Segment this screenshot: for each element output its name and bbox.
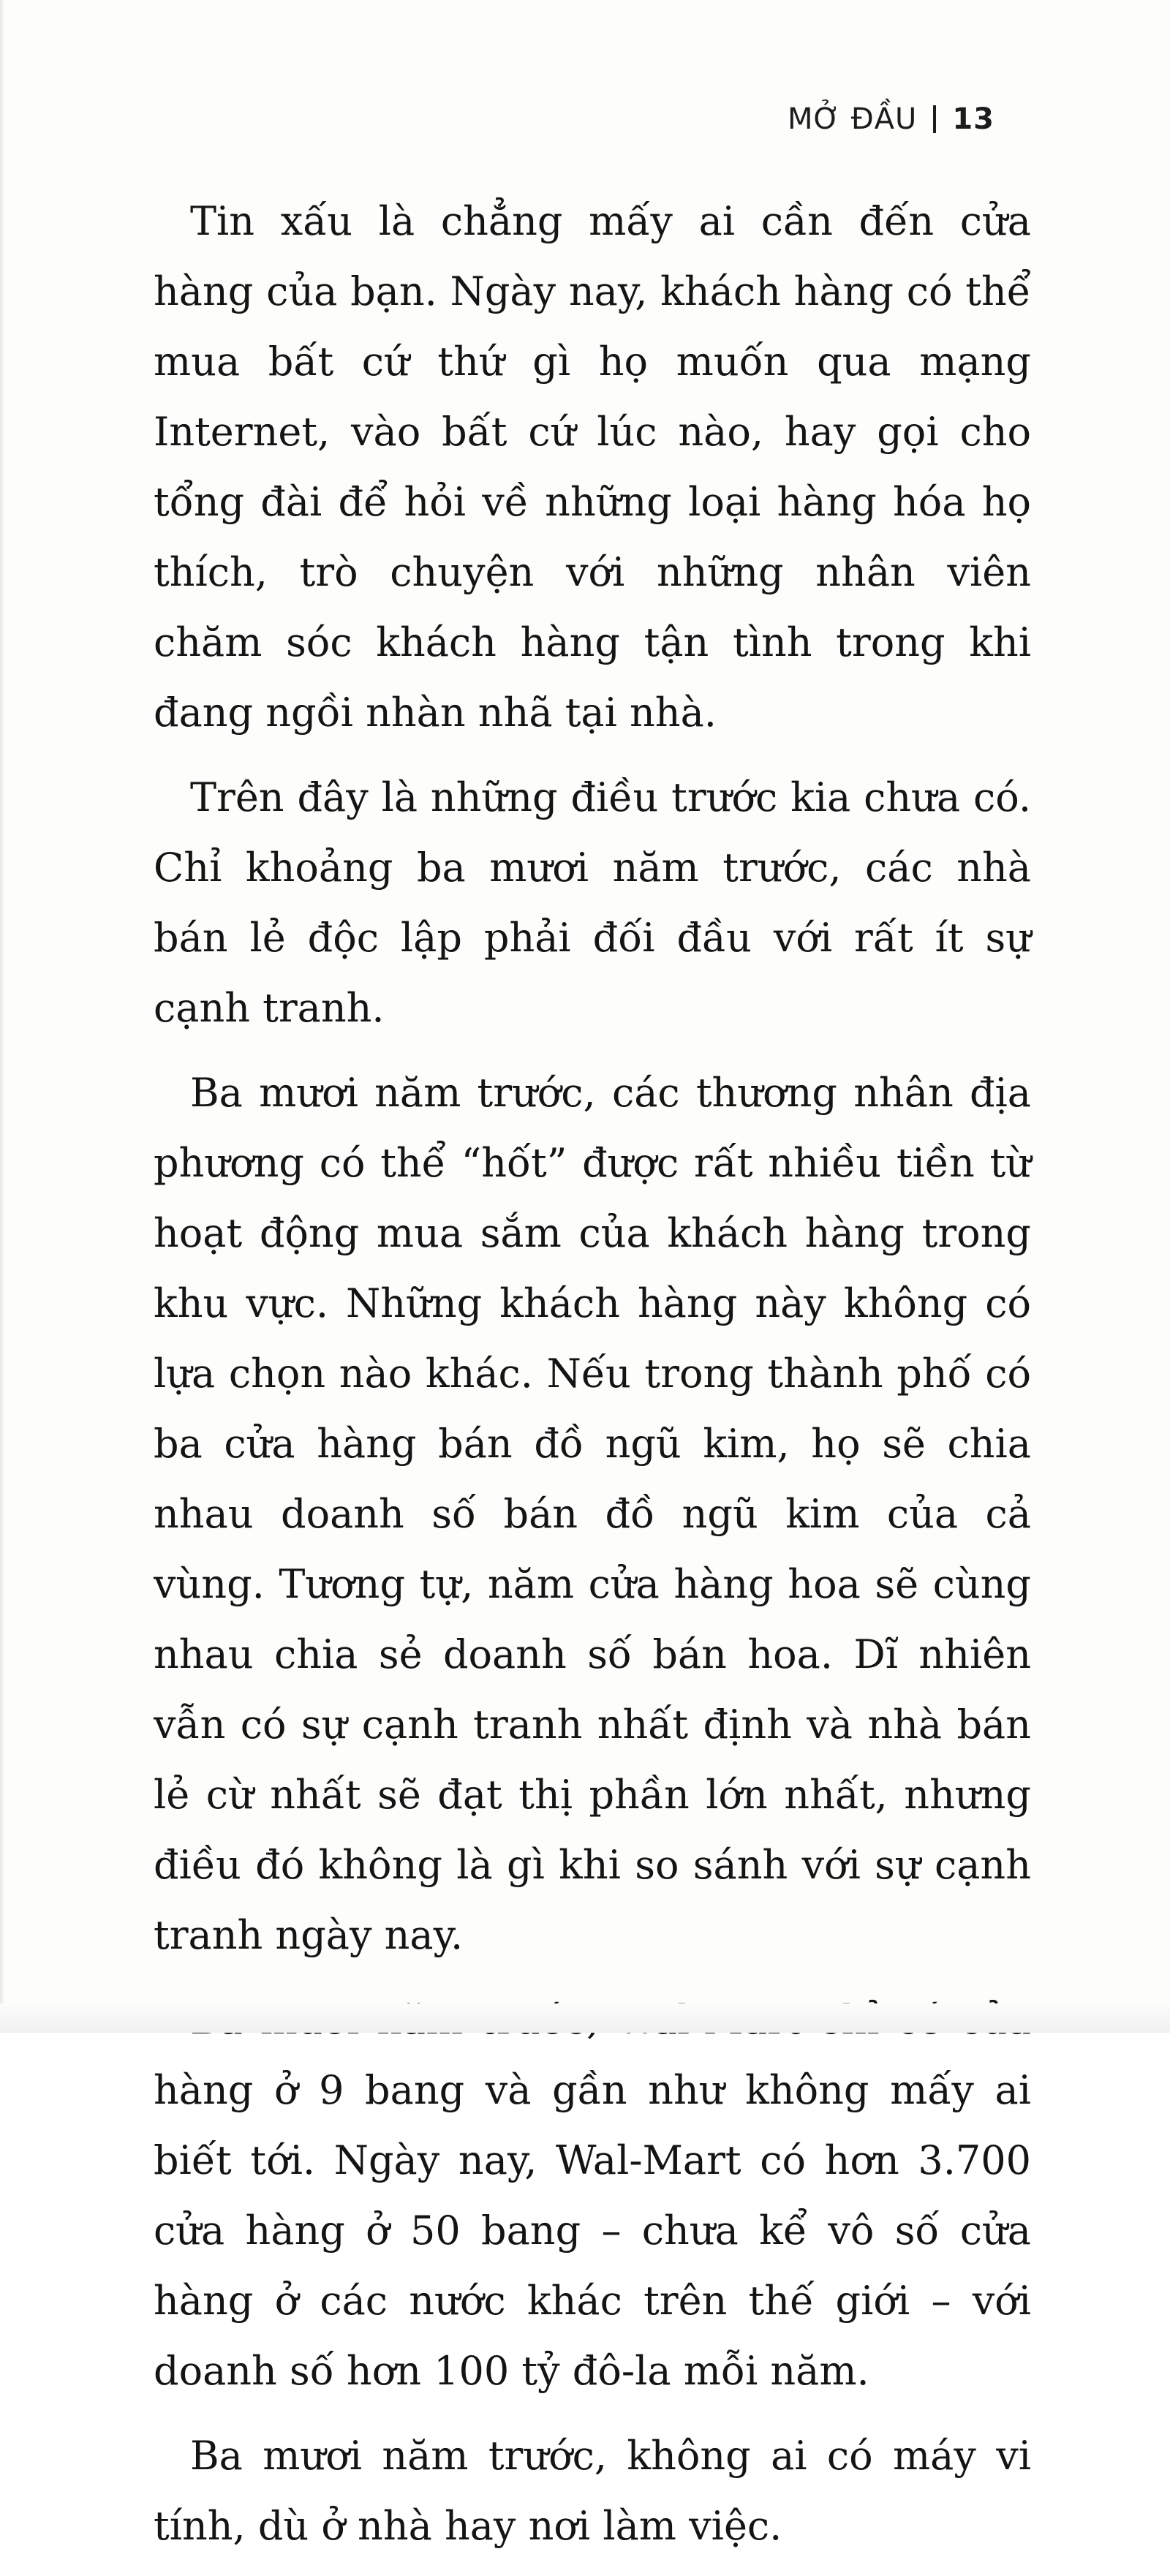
page-gutter-shadow [0,0,4,2033]
page-bottom-edge [0,2003,1170,2033]
header-separator [933,105,936,133]
paragraph-5: Ba mươi năm trước, không ai có máy vi tính, dù ở nhà hay nơi làm việc. [154,2433,1031,2549]
header-section-title: MỞ ĐẦU [787,102,918,136]
running-header [788,102,994,136]
paragraph-1: Tin xấu là chẳng mấy ai cần đến cửa hàng của bạn. Ngày nay, khách hàng có thể mua bất cứ thứ gì họ muốn qua mạng Internet, vào bất cứ lúc nào, hay gọi cho tổng đài để hỏi về những loại hàng hóa họ thích, trò chuyện với những nhân viên chăm sóc khách hàng tận tình trong khi đang ngồi nhàn nhã tại nhà. [154,198,1031,736]
paragraph-4: hàng ở 9 bang và gần như không mấy ai biết tới. Ngày nay, Wal-Mart có hơn 3.700 cửa hàng ở 50 bang – chưa kể vô số cửa hàng ở các nước khác trên thế giới – với doanh số hơn 100 tỷ đô-la mỗi năm. [154,2067,1031,2394]
paragraph-3: Ba mươi năm trước, các thương nhân địa phương có thể “hốt” được rất nhiều tiền từ hoạt động mua sắm của khách hàng trong khu vực. Những khách hàng này không có lựa chọn nào khác. Nếu trong thành phố có ba cửa hàng bán đồ ngũ kim, họ sẽ chia nhau doanh số bán đồ ngũ kim của cả vùng. Tương tự, năm cửa hàng hoa sẽ cùng nhau chia sẻ doanh số bán hoa. Dĩ nhiên vẫn có sự cạnh tranh nhất định và nhà bán lẻ cừ nhất sẽ đạt thị phần lớn nhất, nhưng điều đó không là gì khi so sánh với sự cạnh tranh ngày nay. [154,1070,1031,1958]
body-text [154,186,1031,2576]
paragraph-2: Trên đây là những điều trước kia chưa có. Chỉ khoảng ba mươi năm trước, các nhà bán lẻ độc lập phải đối đầu với rất ít sự cạnh tranh. [154,774,1031,1031]
page-number: 13 [952,102,994,136]
